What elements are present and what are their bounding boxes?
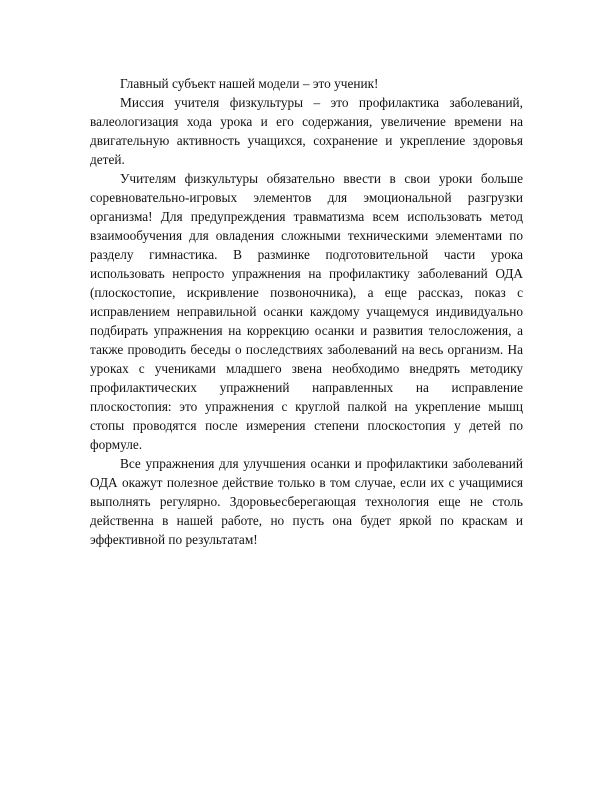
paragraph-4: Все упражнения для улучшения осанки и профилактики заболеваний ОДА окажут полезное действие только в том случае, если их с учащимися выполнять регулярно. Здоровьесберегающая технология еще не столь действенна в нашей работе, но пусть она будет яркой по краскам и эффективной по результатам! (90, 456, 523, 547)
paragraph-2: Миссия учителя физкультуры – это профилактика заболеваний, валеологизация хода урока и его содержания, увеличение времени на двигательную активность учащихся, сохранение и укрепление здоровья детей. (90, 95, 523, 167)
document-body (90, 74, 523, 549)
paragraph-1: Главный субъект нашей модели – это ученик! (120, 76, 379, 91)
paragraph-3: Учителям физкультуры обязательно ввести в свои уроки больше соревновательно-игровых элементов для эмоциональной разгрузки организма! Для предупреждения травматизма всем использовать метод взаимообучения для овладения сложными техническими элементами по разделу гимнастика. В разминке подготовительной части урока использовать непросто упражнения на профилактику заболеваний ОДА (плоскостопие, искривление позвоночника), а еще рассказ, показ с исправлением неправильной осанки каждому учащемуся индивидуально подбирать упражнения на коррекцию осанки и развития телосложения, а также проводить беседы о последствиях заболеваний на весь организм. На уроках с учениками младшего звена необходимо внедрять методику профилактических упражнений направленных на исправление плоскостопия: это упражнения с круглой палкой на укрепление мышц стопы проводятся после измерения степени плоскостопия у детей по формуле. (90, 171, 523, 452)
